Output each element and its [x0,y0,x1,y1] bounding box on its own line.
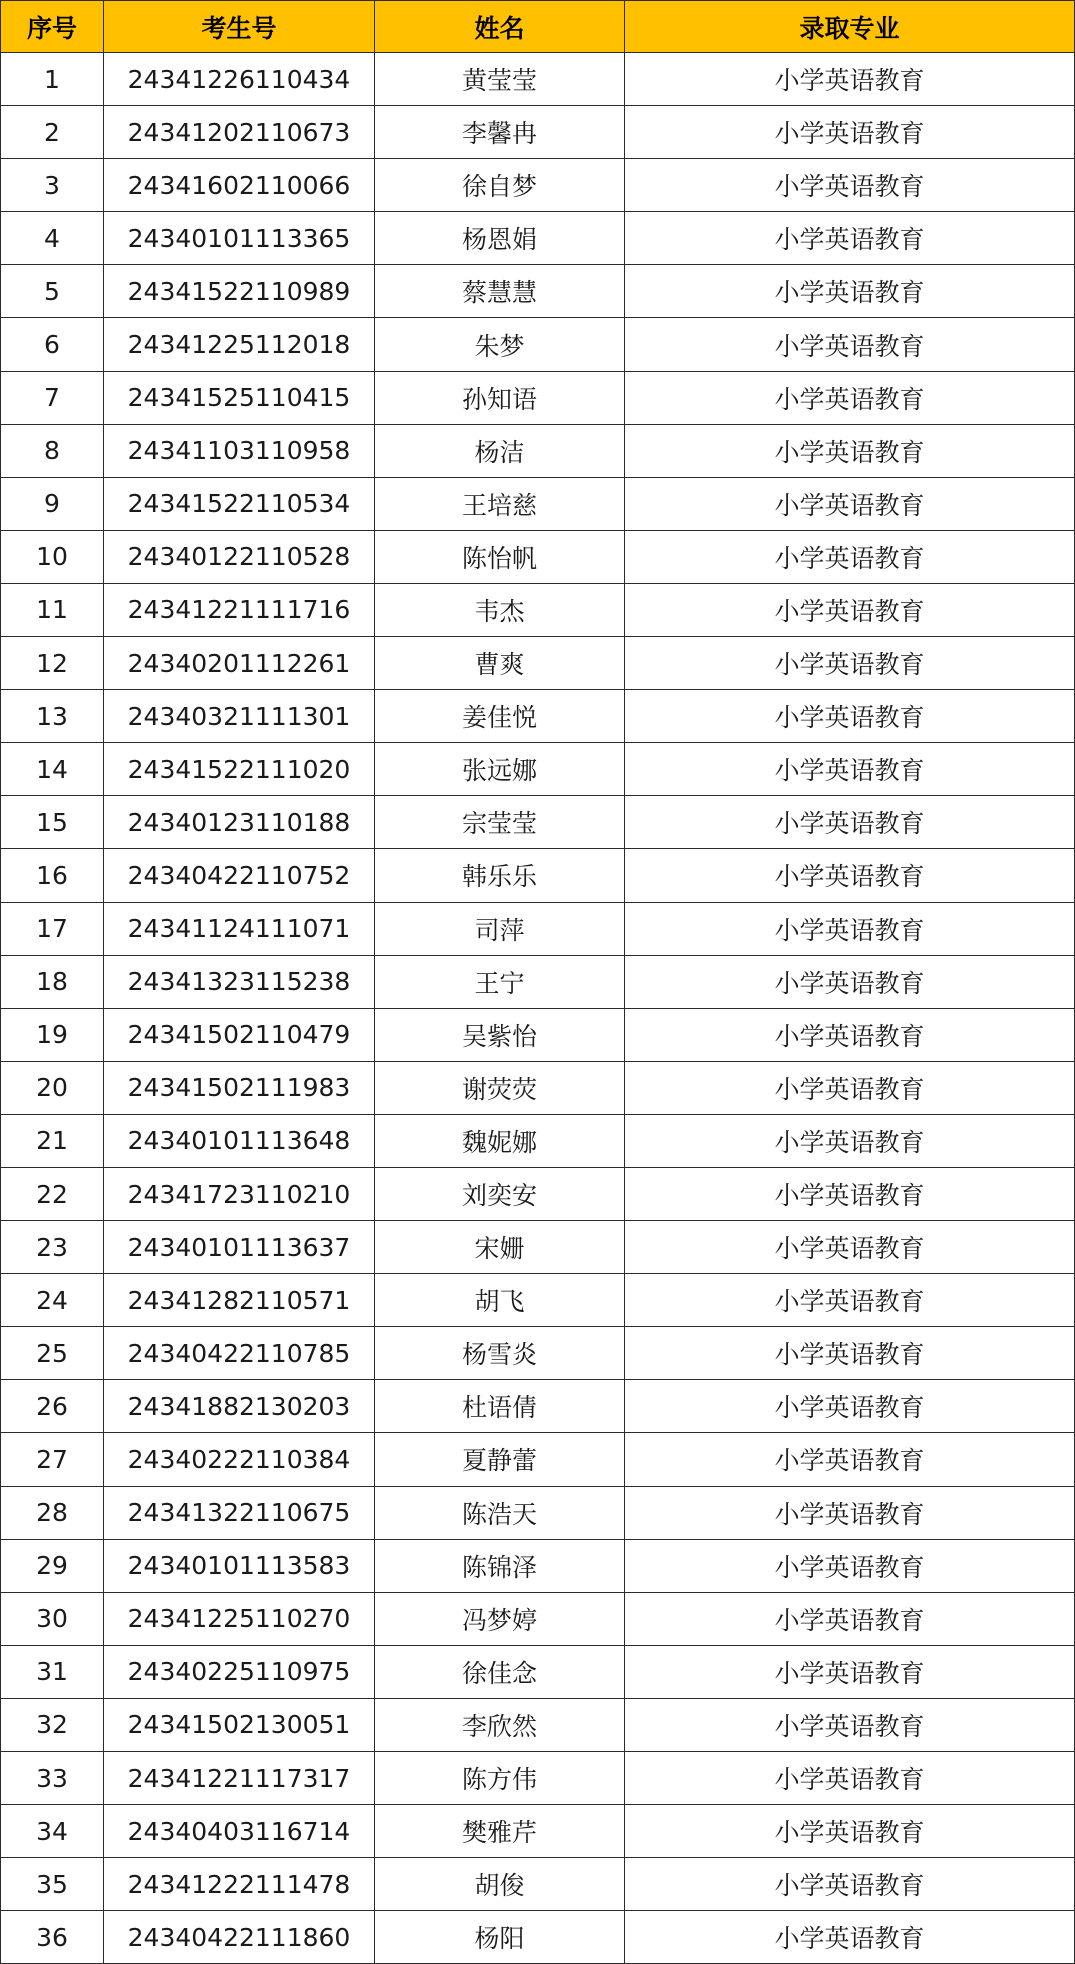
cell-name: 杨阳 [375,1911,625,1964]
table-row [1,1486,1075,1539]
cell-exam-number: 24340403116714 [104,1805,375,1858]
cell-seq: 13 [1,690,104,743]
cell-seq: 28 [1,1486,104,1539]
header-name: 姓名 [375,1,625,53]
cell-major: 小学英语教育 [625,1539,1075,1592]
header-major: 录取专业 [625,1,1075,53]
cell-major: 小学英语教育 [625,743,1075,796]
table-row [1,1698,1075,1751]
table-row [1,159,1075,212]
cell-name: 陈怡帆 [375,530,625,583]
cell-name: 杨雪炎 [375,1327,625,1380]
cell-major: 小学英语教育 [625,583,1075,636]
cell-seq: 10 [1,530,104,583]
cell-seq: 6 [1,318,104,371]
cell-major: 小学英语教育 [625,1752,1075,1805]
cell-name: 王培慈 [375,477,625,530]
cell-exam-number: 24341222111478 [104,1858,375,1911]
cell-exam-number: 24340422110785 [104,1327,375,1380]
cell-exam-number: 24341525110415 [104,371,375,424]
cell-seq: 33 [1,1752,104,1805]
cell-exam-number: 24340222110384 [104,1433,375,1486]
cell-name: 黄莹莹 [375,53,625,106]
cell-name: 韩乐乐 [375,849,625,902]
table-row [1,637,1075,690]
table-row [1,690,1075,743]
table-row [1,1752,1075,1805]
cell-seq: 30 [1,1592,104,1645]
cell-name: 陈锦泽 [375,1539,625,1592]
table-row [1,1274,1075,1327]
table-row [1,849,1075,902]
cell-exam-number: 24340321111301 [104,690,375,743]
table-row [1,1433,1075,1486]
cell-seq: 35 [1,1858,104,1911]
cell-exam-number: 24341522110989 [104,265,375,318]
cell-name: 徐自梦 [375,159,625,212]
cell-major: 小学英语教育 [625,1645,1075,1698]
cell-seq: 3 [1,159,104,212]
cell-exam-number: 24341103110958 [104,424,375,477]
cell-major: 小学英语教育 [625,1167,1075,1220]
cell-seq: 11 [1,583,104,636]
cell-major: 小学英语教育 [625,1008,1075,1061]
table-row [1,743,1075,796]
cell-major: 小学英语教育 [625,371,1075,424]
table-row [1,318,1075,371]
cell-name: 曹爽 [375,637,625,690]
cell-name: 杜语倩 [375,1380,625,1433]
cell-major: 小学英语教育 [625,1698,1075,1751]
cell-name: 陈浩天 [375,1486,625,1539]
cell-exam-number: 24340422111860 [104,1911,375,1964]
cell-seq: 26 [1,1380,104,1433]
cell-name: 樊雅芹 [375,1805,625,1858]
cell-name: 吴紫怡 [375,1008,625,1061]
cell-exam-number: 24341226110434 [104,53,375,106]
table-row [1,106,1075,159]
cell-exam-number: 24340101113365 [104,212,375,265]
cell-major: 小学英语教育 [625,849,1075,902]
table-row [1,1167,1075,1220]
cell-name: 冯梦婷 [375,1592,625,1645]
table-row [1,424,1075,477]
cell-major: 小学英语教育 [625,1486,1075,1539]
table-row [1,1592,1075,1645]
cell-major: 小学英语教育 [625,212,1075,265]
cell-seq: 27 [1,1433,104,1486]
header-row [1,1,1075,53]
cell-seq: 32 [1,1698,104,1751]
cell-exam-number: 24340225110975 [104,1645,375,1698]
table-row [1,955,1075,1008]
cell-name: 魏妮娜 [375,1114,625,1167]
header-exam-number: 考生号 [104,1,375,53]
cell-major: 小学英语教育 [625,902,1075,955]
cell-name: 张远娜 [375,743,625,796]
cell-seq: 7 [1,371,104,424]
cell-name: 韦杰 [375,583,625,636]
cell-name: 王宁 [375,955,625,1008]
table-row [1,1061,1075,1114]
cell-name: 孙知语 [375,371,625,424]
table-row [1,1008,1075,1061]
cell-major: 小学英语教育 [625,1380,1075,1433]
cell-name: 陈方伟 [375,1752,625,1805]
cell-seq: 34 [1,1805,104,1858]
cell-seq: 25 [1,1327,104,1380]
cell-major: 小学英语教育 [625,1274,1075,1327]
cell-name: 杨恩娟 [375,212,625,265]
cell-seq: 8 [1,424,104,477]
table-row [1,1327,1075,1380]
table-row [1,1805,1075,1858]
cell-exam-number: 24341323115238 [104,955,375,1008]
cell-exam-number: 24341522111020 [104,743,375,796]
cell-exam-number: 24340122110528 [104,530,375,583]
table-row [1,477,1075,530]
cell-major: 小学英语教育 [625,955,1075,1008]
cell-exam-number: 24341202110673 [104,106,375,159]
cell-name: 杨洁 [375,424,625,477]
cell-exam-number: 24341602110066 [104,159,375,212]
cell-exam-number: 24341221117317 [104,1752,375,1805]
cell-seq: 1 [1,53,104,106]
cell-exam-number: 24341225110270 [104,1592,375,1645]
cell-exam-number: 24340101113583 [104,1539,375,1592]
table-row [1,1221,1075,1274]
cell-major: 小学英语教育 [625,637,1075,690]
cell-exam-number: 24341282110571 [104,1274,375,1327]
cell-seq: 36 [1,1911,104,1964]
cell-exam-number: 24341502111983 [104,1061,375,1114]
table-row [1,265,1075,318]
cell-seq: 2 [1,106,104,159]
cell-major: 小学英语教育 [625,106,1075,159]
cell-major: 小学英语教育 [625,1805,1075,1858]
cell-seq: 16 [1,849,104,902]
table-row [1,796,1075,849]
cell-seq: 5 [1,265,104,318]
cell-major: 小学英语教育 [625,1911,1075,1964]
cell-exam-number: 24341522110534 [104,477,375,530]
table-row [1,53,1075,106]
cell-name: 姜佳悦 [375,690,625,743]
cell-exam-number: 24340201112261 [104,637,375,690]
cell-name: 宗莹莹 [375,796,625,849]
table-header [1,1,1075,53]
cell-seq: 24 [1,1274,104,1327]
table-row [1,1539,1075,1592]
cell-major: 小学英语教育 [625,1858,1075,1911]
cell-exam-number: 24341882130203 [104,1380,375,1433]
table-row [1,371,1075,424]
cell-exam-number: 24340101113648 [104,1114,375,1167]
cell-major: 小学英语教育 [625,1221,1075,1274]
table-row [1,530,1075,583]
cell-seq: 20 [1,1061,104,1114]
cell-seq: 14 [1,743,104,796]
cell-major: 小学英语教育 [625,1433,1075,1486]
table-row [1,1645,1075,1698]
cell-name: 胡俊 [375,1858,625,1911]
table-row [1,1380,1075,1433]
cell-major: 小学英语教育 [625,265,1075,318]
cell-exam-number: 24340101113637 [104,1221,375,1274]
cell-major: 小学英语教育 [625,530,1075,583]
table-row [1,212,1075,265]
cell-major: 小学英语教育 [625,1327,1075,1380]
cell-seq: 21 [1,1114,104,1167]
cell-seq: 18 [1,955,104,1008]
table-body [1,53,1075,1964]
cell-major: 小学英语教育 [625,796,1075,849]
cell-major: 小学英语教育 [625,424,1075,477]
cell-exam-number: 24340123110188 [104,796,375,849]
cell-seq: 17 [1,902,104,955]
cell-major: 小学英语教育 [625,690,1075,743]
cell-seq: 22 [1,1167,104,1220]
cell-exam-number: 24341502130051 [104,1698,375,1751]
cell-seq: 15 [1,796,104,849]
table-row [1,583,1075,636]
cell-name: 夏静蕾 [375,1433,625,1486]
header-seq: 序号 [1,1,104,53]
cell-seq: 12 [1,637,104,690]
cell-seq: 19 [1,1008,104,1061]
cell-seq: 29 [1,1539,104,1592]
cell-name: 徐佳念 [375,1645,625,1698]
cell-major: 小学英语教育 [625,1592,1075,1645]
cell-major: 小学英语教育 [625,318,1075,371]
cell-major: 小学英语教育 [625,53,1075,106]
cell-exam-number: 24341221111716 [104,583,375,636]
cell-exam-number: 24341322110675 [104,1486,375,1539]
cell-seq: 4 [1,212,104,265]
table-row [1,1114,1075,1167]
cell-name: 蔡慧慧 [375,265,625,318]
cell-name: 李欣然 [375,1698,625,1751]
cell-seq: 23 [1,1221,104,1274]
cell-major: 小学英语教育 [625,1061,1075,1114]
table-row [1,1911,1075,1964]
cell-name: 宋姗 [375,1221,625,1274]
cell-exam-number: 24341723110210 [104,1167,375,1220]
table-row [1,902,1075,955]
cell-seq: 9 [1,477,104,530]
table-row [1,1858,1075,1911]
cell-name: 司萍 [375,902,625,955]
cell-major: 小学英语教育 [625,1114,1075,1167]
cell-exam-number: 24341502110479 [104,1008,375,1061]
cell-exam-number: 24341225112018 [104,318,375,371]
cell-name: 朱梦 [375,318,625,371]
cell-name: 胡飞 [375,1274,625,1327]
cell-major: 小学英语教育 [625,159,1075,212]
cell-name: 刘奕安 [375,1167,625,1220]
cell-seq: 31 [1,1645,104,1698]
cell-major: 小学英语教育 [625,477,1075,530]
cell-name: 李馨冉 [375,106,625,159]
cell-exam-number: 24340422110752 [104,849,375,902]
cell-exam-number: 24341124111071 [104,902,375,955]
cell-name: 谢荧荧 [375,1061,625,1114]
